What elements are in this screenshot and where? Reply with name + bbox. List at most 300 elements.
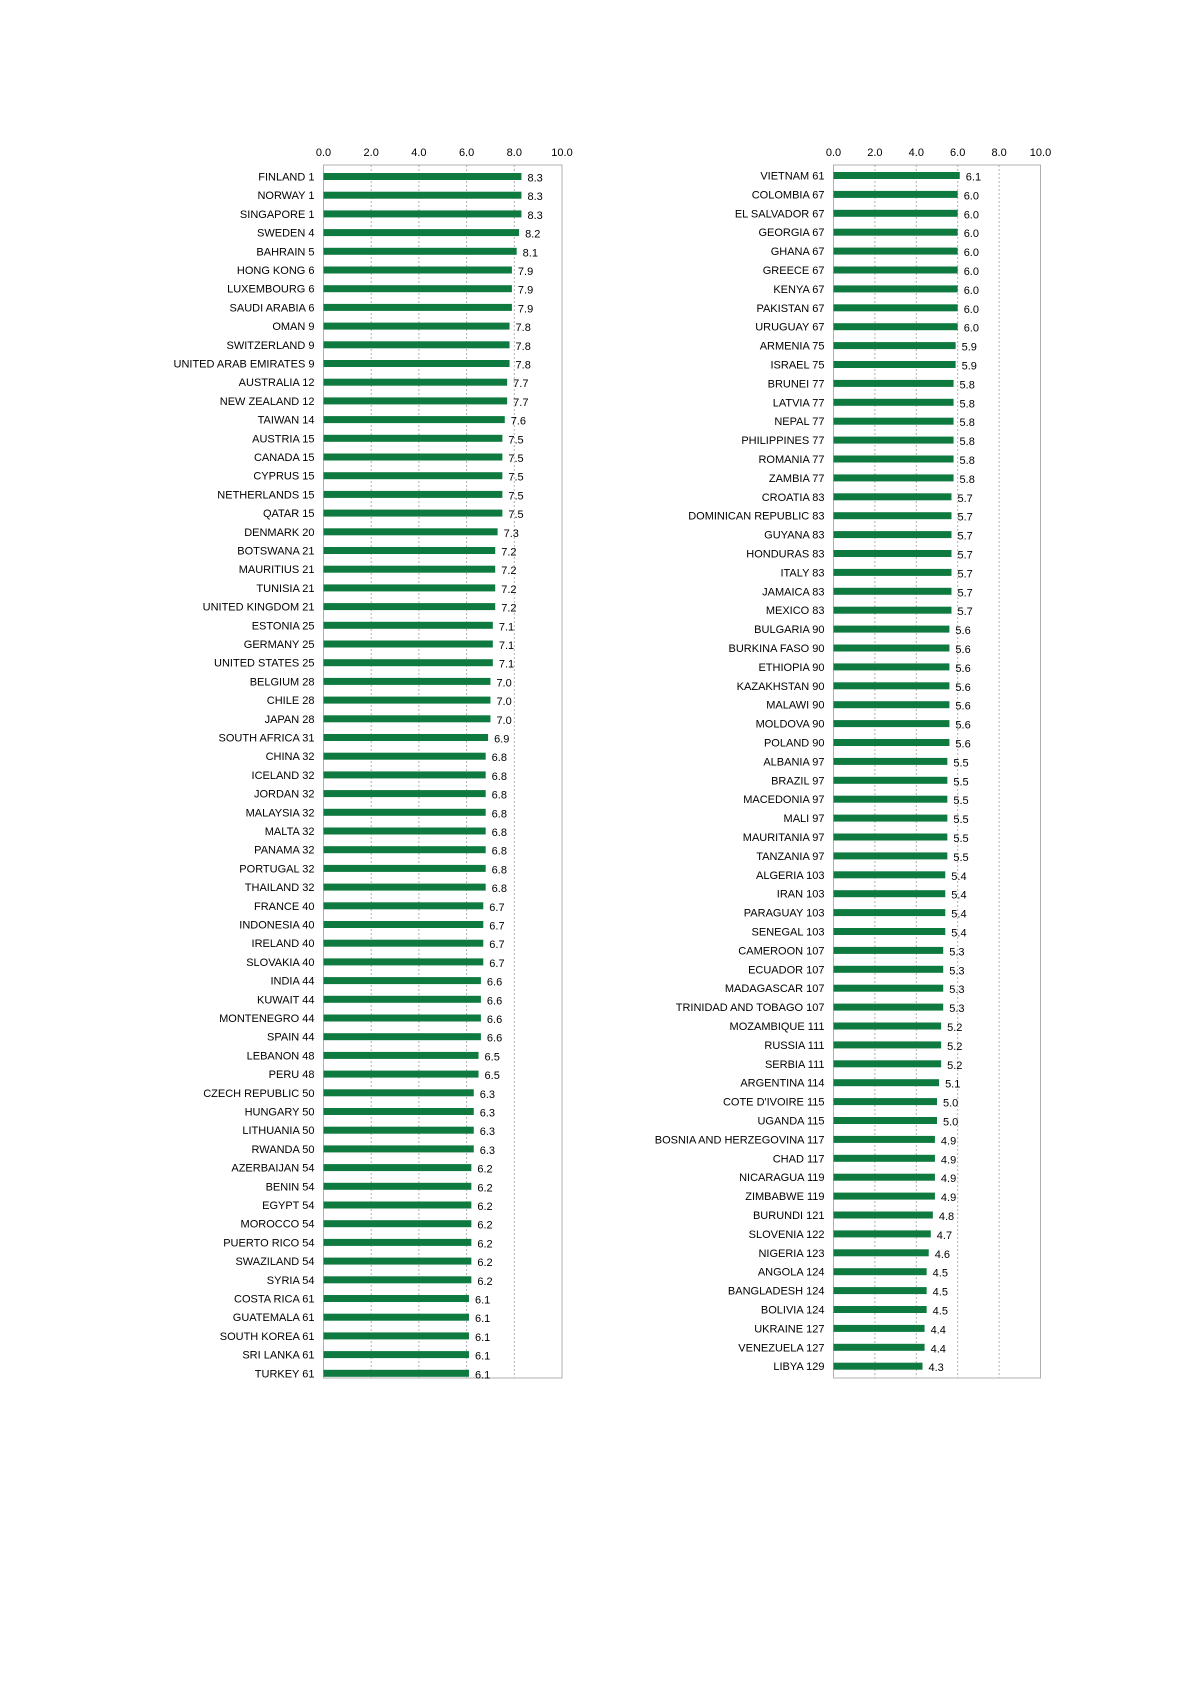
category-label: MOROCCO 54 bbox=[240, 1218, 315, 1231]
bar bbox=[834, 645, 950, 652]
bar bbox=[834, 701, 950, 708]
value-label: 6.7 bbox=[489, 957, 505, 970]
category-label: INDIA 44 bbox=[270, 975, 315, 988]
category-label: TUNISIA 21 bbox=[256, 582, 315, 595]
category-label: BAHRAIN 5 bbox=[256, 246, 315, 259]
value-label: 5.6 bbox=[955, 700, 971, 713]
category-label: MALAYSIA 32 bbox=[245, 807, 315, 820]
category-label: COSTA RICA 61 bbox=[234, 1293, 315, 1306]
category-label: CANADA 15 bbox=[253, 452, 315, 464]
value-label: 7.3 bbox=[503, 527, 519, 540]
value-label: 6.7 bbox=[489, 939, 505, 952]
category-label: LITHUANIA 50 bbox=[242, 1125, 315, 1138]
category-label: BURKINA FASO 90 bbox=[728, 643, 825, 655]
value-label: 5.7 bbox=[957, 568, 973, 581]
bar bbox=[834, 1136, 935, 1143]
value-label: 5.9 bbox=[961, 360, 977, 373]
value-label: 8.1 bbox=[522, 247, 538, 260]
bar bbox=[834, 1174, 935, 1181]
value-label: 4.4 bbox=[930, 1343, 946, 1356]
value-label: 6.8 bbox=[491, 752, 507, 765]
value-label: 5.6 bbox=[955, 644, 971, 656]
value-label: 6.0 bbox=[963, 190, 979, 203]
category-label: MALAWI 90 bbox=[766, 699, 825, 712]
x-tick-label: 6.0 bbox=[950, 147, 966, 159]
category-label: SAUDI ARABIA 6 bbox=[229, 302, 315, 315]
category-label: BULGARIA 90 bbox=[754, 624, 825, 637]
category-label: ITALY 83 bbox=[780, 567, 825, 580]
x-tick-label: 10.0 bbox=[1029, 147, 1052, 159]
category-label: NEW ZEALAND 12 bbox=[219, 395, 315, 408]
category-label: ALBANIA 97 bbox=[763, 756, 825, 769]
value-label: 4.4 bbox=[930, 1324, 946, 1337]
category-label: ZAMBIA 77 bbox=[768, 472, 825, 485]
value-label: 7.5 bbox=[508, 509, 524, 522]
bar bbox=[834, 796, 948, 803]
category-label: BELGIUM 28 bbox=[249, 676, 315, 689]
x-tick-label: 6.0 bbox=[458, 147, 475, 159]
bar bbox=[834, 474, 954, 481]
category-label: UKRAINE 127 bbox=[754, 1323, 825, 1336]
value-label: 6.0 bbox=[963, 266, 979, 278]
bar bbox=[834, 172, 960, 179]
bar bbox=[834, 550, 952, 557]
bar bbox=[834, 1041, 942, 1048]
bar bbox=[834, 607, 952, 614]
category-label: RUSSIA 111 bbox=[764, 1039, 825, 1052]
bar bbox=[834, 1193, 935, 1200]
value-label: 7.5 bbox=[508, 490, 524, 503]
category-label: EGYPT 54 bbox=[262, 1200, 315, 1212]
value-label: 5.7 bbox=[957, 492, 973, 505]
bar bbox=[834, 852, 948, 859]
value-label: 5.5 bbox=[953, 814, 969, 827]
category-label: CYPRUS 15 bbox=[253, 470, 315, 483]
category-label: ETHIOPIA 90 bbox=[758, 661, 825, 674]
bar bbox=[834, 1268, 927, 1275]
category-label: FINLAND 1 bbox=[258, 171, 315, 184]
x-tick-label: 0.0 bbox=[825, 147, 842, 159]
value-label: 6.2 bbox=[477, 1182, 493, 1195]
value-label: 6.3 bbox=[479, 1107, 496, 1120]
category-label: TAIWAN 14 bbox=[257, 414, 315, 427]
category-label: CHINA 32 bbox=[265, 751, 315, 764]
bar bbox=[834, 1117, 938, 1124]
category-label: NIGERIA 123 bbox=[758, 1247, 825, 1260]
value-label: 6.6 bbox=[486, 1032, 503, 1045]
category-label: UNITED KINGDOM 21 bbox=[202, 601, 315, 614]
value-label: 6.8 bbox=[491, 789, 507, 802]
category-label: UNITED STATES 25 bbox=[214, 657, 315, 670]
value-label: 6.2 bbox=[477, 1201, 493, 1213]
bar bbox=[834, 1023, 942, 1030]
category-label: NEPAL 77 bbox=[774, 416, 825, 429]
value-label: 6.0 bbox=[963, 303, 979, 316]
value-label: 6.8 bbox=[491, 770, 507, 783]
value-label: 6.1 bbox=[474, 1369, 491, 1382]
value-label: 7.0 bbox=[496, 696, 512, 709]
category-label: ECUADOR 107 bbox=[748, 964, 825, 977]
bar bbox=[834, 947, 944, 954]
category-label: TURKEY 61 bbox=[254, 1368, 315, 1381]
category-label: LEBANON 48 bbox=[246, 1050, 315, 1063]
category-label: SWEDEN 4 bbox=[257, 227, 315, 240]
category-label: CHILE 28 bbox=[266, 695, 315, 708]
category-label: TRINIDAD AND TOBAGO 107 bbox=[675, 1002, 825, 1015]
category-label: PAKISTAN 67 bbox=[756, 302, 825, 315]
value-label: 5.5 bbox=[953, 776, 969, 789]
value-label: 5.8 bbox=[959, 455, 975, 467]
value-label: 6.7 bbox=[489, 920, 505, 933]
value-label: 7.5 bbox=[508, 434, 524, 447]
category-label: SWITZERLAND 9 bbox=[226, 339, 315, 352]
value-label: 7.5 bbox=[508, 453, 524, 465]
value-label: 7.2 bbox=[501, 546, 517, 559]
bar bbox=[834, 418, 954, 425]
category-label: QATAR 15 bbox=[262, 508, 315, 521]
category-label: SYRIA 54 bbox=[266, 1274, 315, 1287]
value-label: 7.8 bbox=[515, 322, 531, 335]
category-label: DOMINICAN REPUBLIC 83 bbox=[688, 510, 825, 523]
value-label: 6.8 bbox=[491, 845, 507, 858]
category-label: EL SALVADOR 67 bbox=[734, 208, 825, 221]
category-label: SERBIA 111 bbox=[764, 1058, 825, 1071]
category-label: SLOVENIA 122 bbox=[748, 1228, 825, 1241]
category-label: IRAN 103 bbox=[776, 888, 825, 901]
value-label: 8.3 bbox=[527, 172, 543, 185]
bar bbox=[834, 267, 958, 274]
category-label: GERMANY 25 bbox=[243, 639, 315, 651]
bar bbox=[834, 777, 948, 784]
value-label: 5.6 bbox=[955, 738, 971, 751]
value-label: 5.1 bbox=[945, 1078, 961, 1091]
category-label: GREECE 67 bbox=[762, 265, 825, 277]
category-label: NETHERLANDS 15 bbox=[217, 489, 315, 502]
category-label: JAMAICA 83 bbox=[762, 586, 825, 599]
value-label: 8.3 bbox=[527, 191, 543, 204]
category-label: MOZAMBIQUE 111 bbox=[729, 1021, 825, 1033]
value-label: 6.0 bbox=[963, 209, 979, 222]
category-label: UNITED ARAB EMIRATES 9 bbox=[173, 358, 315, 371]
x-tick-label: 4.0 bbox=[411, 147, 427, 159]
category-label: CHAD 117 bbox=[772, 1153, 825, 1166]
value-label: 6.6 bbox=[486, 995, 503, 1008]
value-label: 6.8 bbox=[491, 808, 507, 821]
bar bbox=[834, 815, 948, 822]
bar bbox=[834, 928, 946, 935]
value-label: 5.3 bbox=[949, 946, 965, 959]
value-label: 5.4 bbox=[951, 908, 967, 921]
bar bbox=[834, 569, 952, 576]
value-label: 6.1 bbox=[965, 171, 982, 184]
bar bbox=[834, 531, 952, 538]
value-label: 7.9 bbox=[517, 303, 534, 316]
value-label: 4.7 bbox=[936, 1229, 953, 1242]
value-label: 5.2 bbox=[947, 1040, 963, 1053]
value-label: 5.0 bbox=[943, 1116, 959, 1129]
value-label: 6.0 bbox=[963, 284, 979, 297]
bar bbox=[834, 663, 950, 670]
category-label: LUXEMBOURG 6 bbox=[227, 283, 315, 296]
value-label: 8.2 bbox=[525, 228, 541, 241]
value-label: 6.5 bbox=[484, 1070, 500, 1083]
value-label: 7.7 bbox=[513, 378, 529, 391]
category-label: VIETNAM 61 bbox=[760, 170, 825, 183]
value-label: 5.4 bbox=[951, 927, 967, 940]
value-label: 5.4 bbox=[951, 870, 967, 883]
category-label: ALGERIA 103 bbox=[756, 869, 825, 882]
category-label: AUSTRIA 15 bbox=[252, 433, 315, 446]
bar bbox=[834, 1155, 935, 1162]
value-label: 5.7 bbox=[957, 530, 973, 543]
value-label: 7.1 bbox=[498, 621, 515, 634]
bar bbox=[834, 191, 958, 198]
category-label: MOLDOVA 90 bbox=[755, 718, 825, 731]
value-label: 4.8 bbox=[938, 1211, 955, 1223]
value-label: 6.7 bbox=[489, 901, 505, 914]
value-label: 7.9 bbox=[517, 284, 534, 297]
value-label: 6.1 bbox=[474, 1350, 491, 1363]
category-label: LIBYA 129 bbox=[773, 1361, 825, 1374]
bar bbox=[834, 1325, 925, 1332]
bar bbox=[834, 1212, 933, 1219]
value-label: 5.7 bbox=[957, 549, 973, 562]
value-label: 7.2 bbox=[501, 602, 517, 615]
value-label: 5.0 bbox=[943, 1097, 959, 1110]
category-label: JORDAN 32 bbox=[253, 788, 315, 801]
value-label: 6.3 bbox=[479, 1088, 496, 1101]
bar bbox=[834, 720, 950, 727]
value-label: 5.5 bbox=[953, 833, 969, 845]
value-label: 6.3 bbox=[479, 1144, 496, 1157]
value-label: 4.5 bbox=[932, 1286, 948, 1299]
value-label: 5.5 bbox=[953, 851, 969, 864]
category-label: IRELAND 40 bbox=[251, 938, 315, 951]
category-label: COLOMBIA 67 bbox=[751, 189, 825, 202]
category-label: MACEDONIA 97 bbox=[743, 794, 825, 807]
bar bbox=[834, 304, 958, 311]
bar bbox=[834, 739, 950, 746]
value-label: 5.8 bbox=[959, 417, 975, 430]
value-label: 6.1 bbox=[474, 1313, 491, 1326]
value-label: 7.1 bbox=[498, 658, 515, 671]
value-label: 6.0 bbox=[963, 322, 979, 335]
value-label: 7.7 bbox=[513, 396, 529, 409]
bar bbox=[834, 361, 956, 368]
x-tick-label: 8.0 bbox=[991, 147, 1007, 159]
category-label: COTE D'IVOIRE 115 bbox=[722, 1096, 825, 1109]
category-label: ROMANIA 77 bbox=[758, 454, 825, 466]
category-label: HONG KONG 6 bbox=[236, 265, 315, 277]
bar bbox=[834, 285, 958, 292]
value-label: 5.7 bbox=[957, 606, 973, 619]
category-label: PHILIPPINES 77 bbox=[741, 435, 825, 448]
value-label: 5.8 bbox=[959, 379, 975, 392]
value-label: 6.8 bbox=[491, 883, 507, 896]
value-label: 5.8 bbox=[959, 436, 975, 449]
category-label: BURUNDI 121 bbox=[752, 1210, 825, 1222]
x-tick-label: 10.0 bbox=[551, 147, 573, 159]
bar bbox=[834, 626, 950, 633]
value-label: 7.2 bbox=[501, 565, 517, 578]
category-label: VENEZUELA 127 bbox=[738, 1342, 825, 1355]
value-label: 4.5 bbox=[932, 1305, 948, 1318]
value-label: 6.8 bbox=[491, 827, 507, 839]
bar bbox=[834, 380, 954, 387]
bar bbox=[834, 871, 946, 878]
category-label: ISRAEL 75 bbox=[770, 359, 825, 372]
category-label: ESTONIA 25 bbox=[251, 620, 315, 633]
value-label: 5.8 bbox=[959, 398, 975, 411]
bar bbox=[834, 1230, 931, 1237]
value-label: 6.1 bbox=[474, 1294, 491, 1307]
value-label: 7.8 bbox=[515, 359, 531, 372]
category-label: GUATEMALA 61 bbox=[232, 1312, 315, 1325]
category-label: PANAMA 32 bbox=[254, 844, 315, 857]
bar bbox=[834, 985, 944, 992]
value-label: 5.4 bbox=[951, 889, 967, 902]
category-label: SOUTH AFRICA 31 bbox=[218, 732, 315, 745]
bar bbox=[834, 758, 948, 765]
category-label: MALTA 32 bbox=[264, 826, 315, 838]
value-label: 6.6 bbox=[486, 1014, 503, 1026]
value-label: 8.3 bbox=[527, 209, 543, 222]
category-label: BANGLADESH 124 bbox=[727, 1285, 825, 1298]
value-label: 5.6 bbox=[955, 719, 971, 732]
category-label: PARAGUAY 103 bbox=[743, 907, 825, 920]
value-label: 7.2 bbox=[501, 583, 517, 596]
category-label: CZECH REPUBLIC 50 bbox=[203, 1087, 315, 1100]
category-label: AZERBAIJAN 54 bbox=[231, 1162, 315, 1175]
category-label: BENIN 54 bbox=[265, 1181, 315, 1194]
bar bbox=[834, 966, 944, 973]
bar bbox=[834, 1098, 938, 1105]
x-tick-label: 2.0 bbox=[363, 147, 379, 159]
value-label: 7.1 bbox=[498, 640, 515, 652]
category-label: AUSTRALIA 12 bbox=[238, 377, 315, 390]
category-label: ZIMBABWE 119 bbox=[745, 1191, 825, 1204]
bar bbox=[834, 909, 946, 916]
category-label: INDONESIA 40 bbox=[239, 919, 315, 932]
value-label: 5.7 bbox=[957, 511, 973, 524]
category-label: NICARAGUA 119 bbox=[739, 1172, 825, 1185]
bar bbox=[834, 1060, 942, 1067]
value-label: 6.2 bbox=[477, 1257, 493, 1270]
category-label: ICELAND 32 bbox=[251, 769, 315, 782]
value-label: 5.3 bbox=[949, 1003, 965, 1016]
category-label: MEXICO 83 bbox=[765, 605, 825, 618]
value-label: 6.2 bbox=[477, 1163, 493, 1176]
category-label: OMAN 9 bbox=[272, 321, 315, 334]
bar bbox=[834, 399, 954, 406]
value-label: 5.5 bbox=[953, 795, 969, 808]
value-label: 6.2 bbox=[477, 1275, 493, 1288]
category-label: PUERTO RICO 54 bbox=[223, 1237, 315, 1250]
bar bbox=[834, 682, 950, 689]
bar bbox=[834, 437, 954, 444]
value-label: 7.8 bbox=[515, 340, 531, 353]
bar bbox=[834, 834, 948, 841]
bar bbox=[834, 323, 958, 330]
bar bbox=[834, 890, 946, 897]
category-label: FRANCE 40 bbox=[253, 900, 315, 913]
value-label: 5.6 bbox=[955, 625, 971, 638]
value-label: 5.3 bbox=[949, 984, 965, 997]
value-label: 7.9 bbox=[517, 266, 534, 278]
category-label: POLAND 90 bbox=[763, 737, 825, 750]
category-label: BOTSWANA 21 bbox=[237, 545, 315, 558]
category-label: BOLIVIA 124 bbox=[760, 1304, 825, 1317]
category-label: DENMARK 20 bbox=[244, 526, 315, 539]
bar bbox=[834, 493, 952, 500]
category-label: SRI LANKA 61 bbox=[242, 1349, 315, 1362]
value-label: 5.6 bbox=[955, 681, 971, 694]
category-label: PERU 48 bbox=[268, 1069, 315, 1082]
category-label: BRAZIL 97 bbox=[771, 775, 825, 788]
category-label: MAURITIUS 21 bbox=[238, 564, 315, 577]
x-tick-label: 0.0 bbox=[315, 147, 332, 159]
value-label: 7.0 bbox=[496, 714, 512, 727]
category-label: KAZAKHSTAN 90 bbox=[736, 680, 825, 693]
value-label: 4.9 bbox=[940, 1173, 957, 1186]
value-label: 5.3 bbox=[949, 965, 965, 978]
category-label: SLOVAKIA 40 bbox=[246, 956, 315, 969]
value-label: 6.1 bbox=[474, 1331, 491, 1344]
bar bbox=[834, 210, 958, 217]
value-label: 4.9 bbox=[940, 1192, 957, 1205]
category-label: BOSNIA AND HERZEGOVINA 117 bbox=[654, 1134, 825, 1147]
category-label: SWAZILAND 54 bbox=[235, 1256, 315, 1269]
category-label: MALI 97 bbox=[783, 813, 825, 826]
category-label: CROATIA 83 bbox=[761, 491, 825, 504]
category-label: JAPAN 28 bbox=[264, 713, 315, 726]
category-label: SPAIN 44 bbox=[267, 1031, 315, 1044]
bar bbox=[834, 512, 952, 519]
value-label: 7.6 bbox=[510, 415, 527, 428]
category-label: KUWAIT 44 bbox=[257, 994, 315, 1007]
value-label: 4.9 bbox=[940, 1154, 957, 1167]
value-label: 6.0 bbox=[963, 228, 979, 241]
value-label: 5.5 bbox=[953, 757, 969, 770]
category-label: TANZANIA 97 bbox=[756, 850, 825, 863]
category-label: MAURITANIA 97 bbox=[742, 832, 825, 844]
bar bbox=[834, 229, 958, 236]
category-label: MADAGASCAR 107 bbox=[724, 983, 825, 996]
bar bbox=[834, 588, 952, 595]
category-label: GEORGIA 67 bbox=[758, 227, 825, 240]
value-label: 5.2 bbox=[947, 1022, 963, 1034]
value-label: 6.8 bbox=[491, 864, 507, 877]
category-label: SENEGAL 103 bbox=[751, 926, 825, 939]
category-label: ANGOLA 124 bbox=[757, 1266, 825, 1279]
category-label: SOUTH KOREA 61 bbox=[219, 1330, 315, 1343]
value-label: 5.8 bbox=[959, 473, 975, 486]
category-label: PORTUGAL 32 bbox=[239, 863, 315, 876]
category-label: MONTENEGRO 44 bbox=[219, 1013, 315, 1025]
value-label: 5.2 bbox=[947, 1059, 963, 1072]
value-label: 4.6 bbox=[934, 1248, 951, 1261]
category-label: GUYANA 83 bbox=[764, 529, 825, 542]
value-label: 6.5 bbox=[484, 1051, 500, 1064]
category-label: NORWAY 1 bbox=[257, 190, 315, 203]
bar bbox=[834, 1306, 927, 1313]
value-label: 4.5 bbox=[932, 1267, 948, 1280]
value-label: 6.2 bbox=[477, 1238, 493, 1251]
category-label: BRUNEI 77 bbox=[767, 378, 825, 391]
category-label: UGANDA 115 bbox=[757, 1115, 825, 1128]
category-label: RWANDA 50 bbox=[251, 1143, 315, 1156]
value-label: 6.3 bbox=[479, 1126, 496, 1139]
